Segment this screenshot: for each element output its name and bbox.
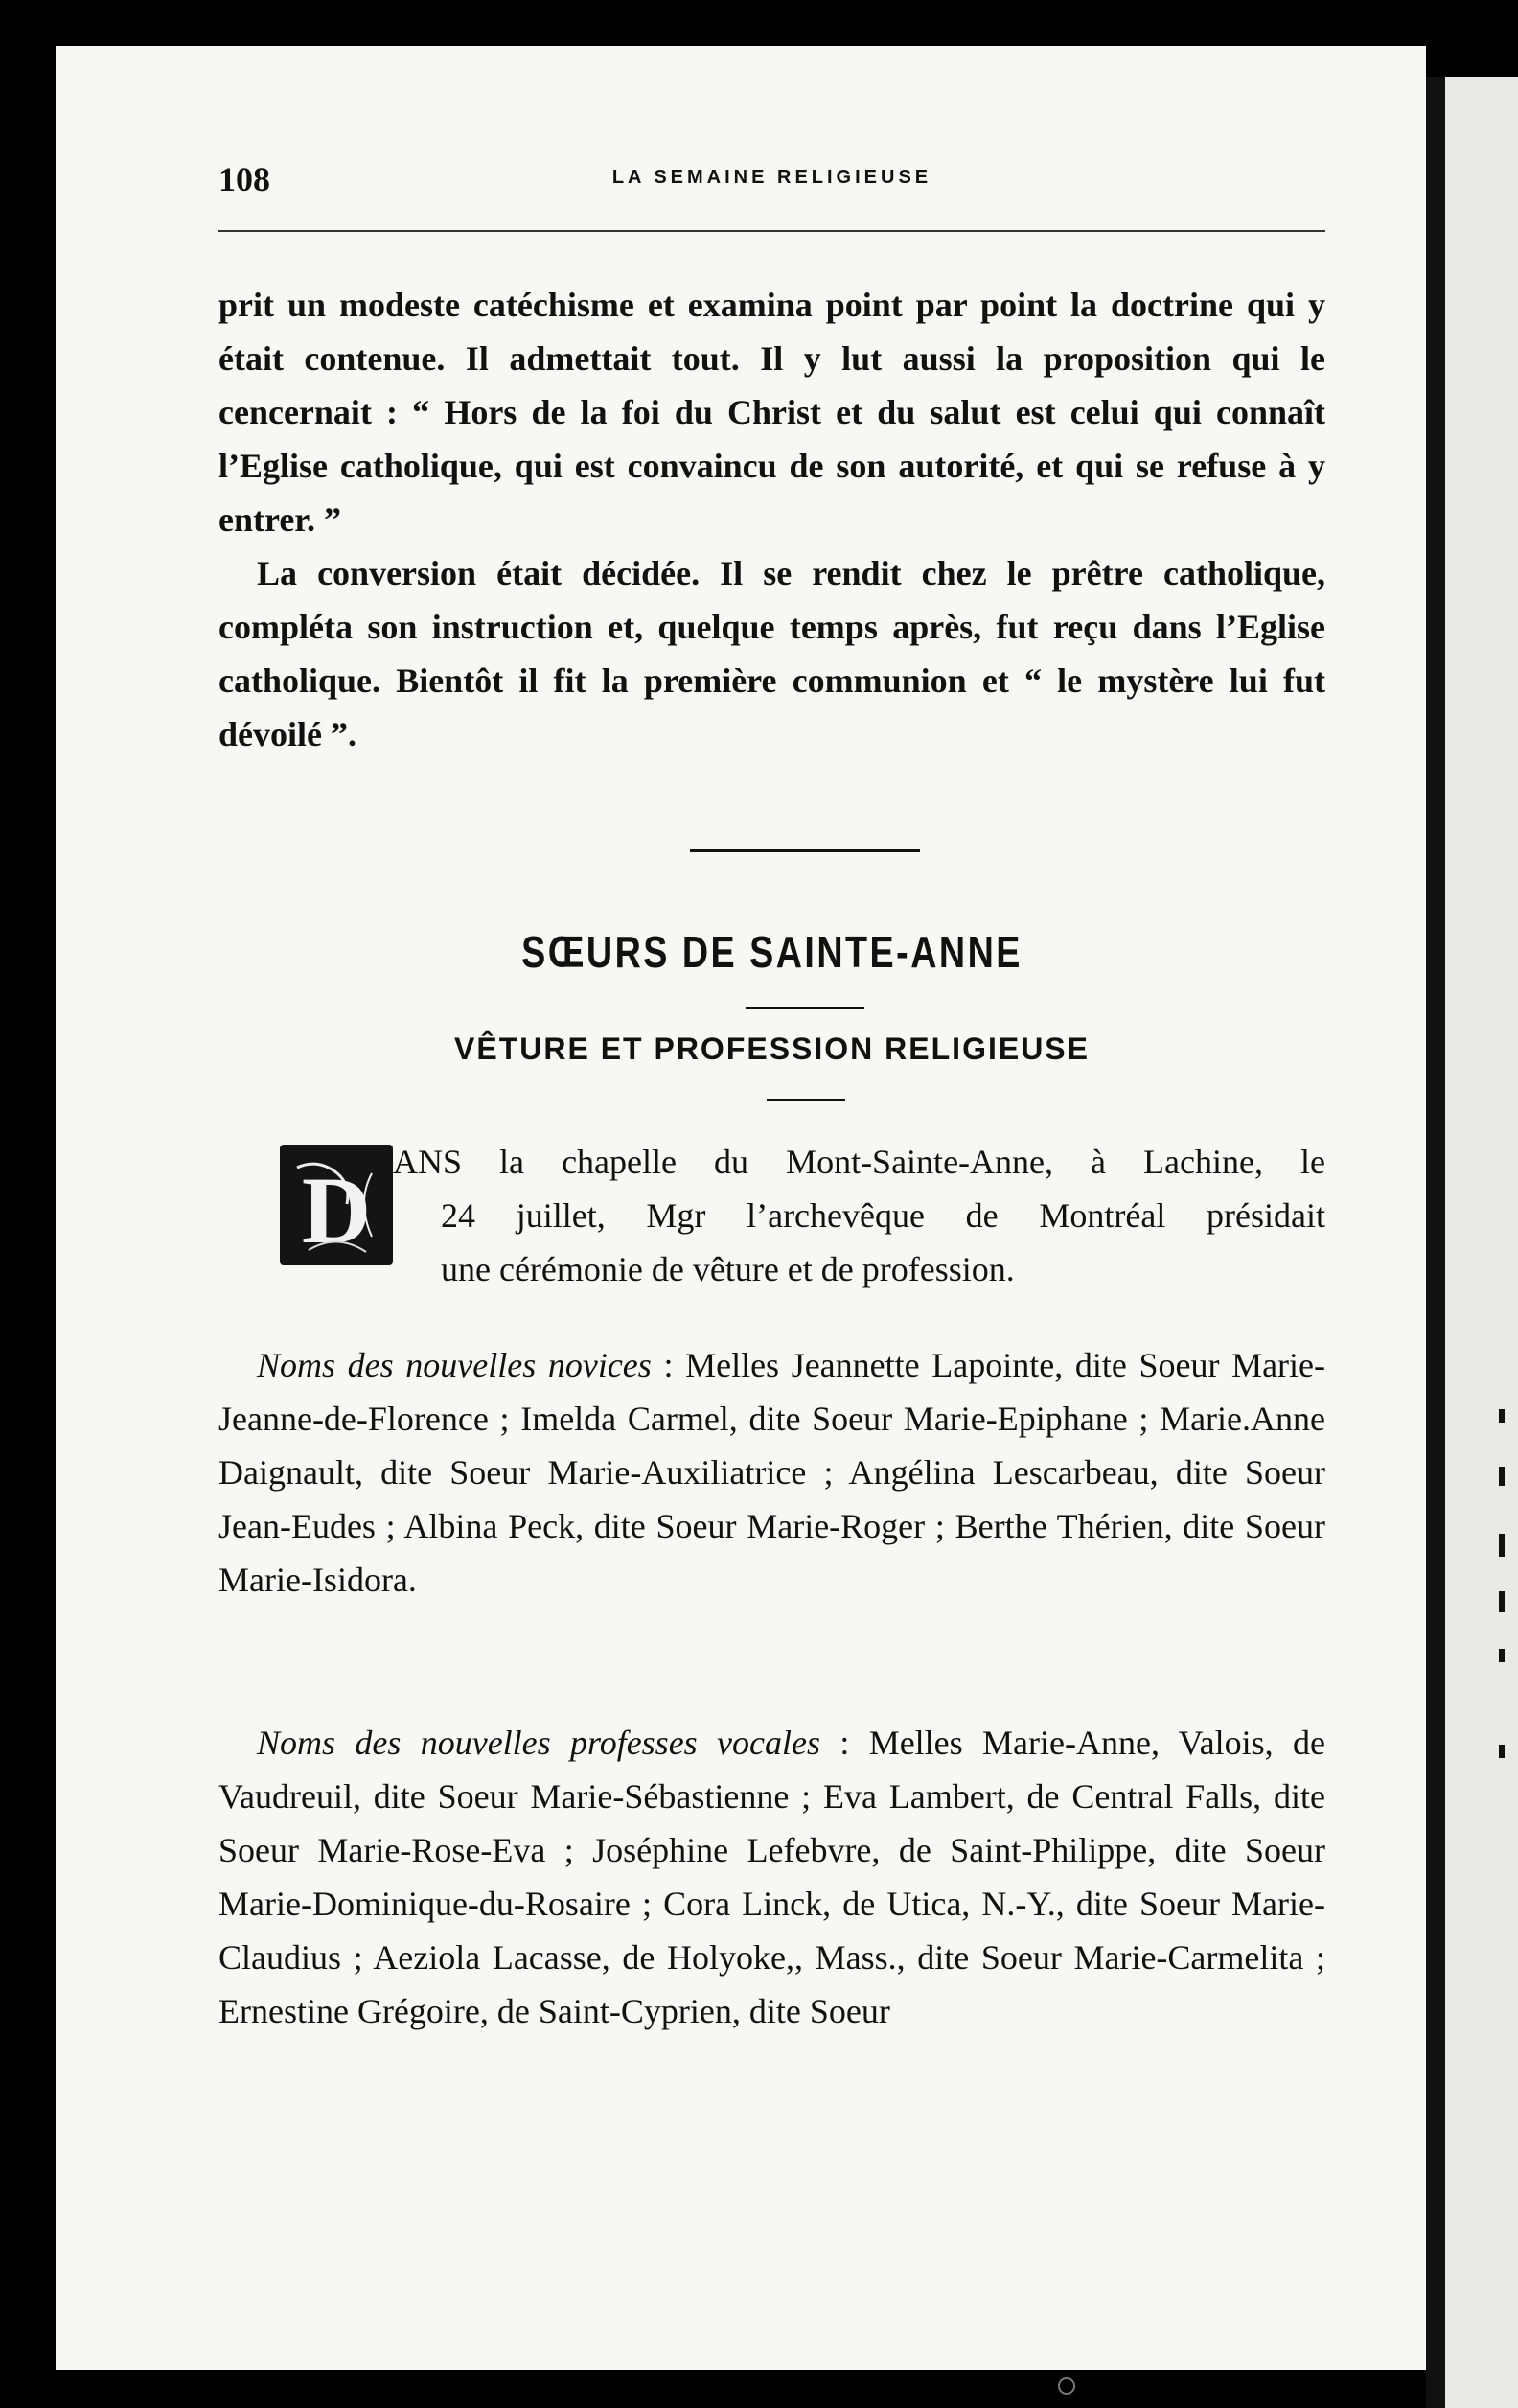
continued-text-block bbox=[218, 278, 1325, 761]
novices-paragraph bbox=[218, 1338, 1325, 1607]
adjacent-page-edge bbox=[1426, 77, 1518, 2408]
section-subtitle: VÊTURE ET PROFESSION RELIGIEUSE bbox=[454, 1031, 1090, 1066]
dropcap-letter: D bbox=[301, 1157, 372, 1263]
novices-names: : Melles Jeannette Lapointe, dite Soeur Marie-Jeanne-de-Florence ; Imelda Carmel, dite Soeur Marie-Epiphane ; Marie.Anne Daignault, dite Soeur Marie-Auxiliatrice ; Angélina Lescarbeau, dite Soeur Jean-Eudes ; Albina Peck, dite Soeur Marie-Roger ; Berthe Thérien, dite Soeur Marie-Isidora. bbox=[218, 1346, 1326, 1599]
header-rule bbox=[218, 230, 1325, 232]
edge-mark bbox=[1499, 1534, 1505, 1557]
edge-mark bbox=[1499, 1467, 1505, 1486]
subtitle-rule bbox=[767, 1099, 845, 1101]
section-title: SŒURS DE SAINTE-ANNE bbox=[521, 927, 1023, 977]
professes-paragraph bbox=[218, 1716, 1325, 2038]
dropcap-line: ANS la chapelle du Mont-Sainte-Anne, à Lachine, le bbox=[393, 1143, 1325, 1181]
running-title: LA SEMAINE RELIGIEUSE bbox=[611, 167, 932, 188]
edge-mark bbox=[1499, 1649, 1505, 1662]
dropcap-line: une cérémonie de vêture et de profession. bbox=[441, 1250, 1015, 1288]
section-separator-rule bbox=[690, 849, 920, 852]
paragraph: prit un modeste catéchisme et examina point par point la doctrine qui y était contenue. Il admettait tout. Il y lut aussi la proposition qui le cencernait : “ Hors de la foi du Christ et du salut est celui qui connaît l’Eglise catholique, qui est convaincu de son autorité, et qui se refuse à y entrer. ” bbox=[218, 286, 1325, 539]
page-number: 108 bbox=[218, 160, 270, 198]
paragraph: La conversion était décidée. Il se rendit chez le prêtre catholique, compléta son instruction et, quelque temps après, fut reçu dans l’Eglise catholique. Bientôt il fit la première communion et “ le mystère lui fut dévoilé ”. bbox=[218, 554, 1325, 753]
dropcap-line: 24 juillet, Mgr l’archevêque de Montréal présidait bbox=[441, 1196, 1325, 1235]
professes-names: : Melles Marie-Anne, Valois, de Vaudreuil, dite Soeur Marie-Sébastienne ; Eva Lambert, de Central Falls, dite Soeur Marie-Rose-Eva ; Joséphine Lefebvre, de Saint-Philippe, dite Soeur Marie-Dominique-du-Rosaire ; Cora Linck, de Utica, N.-Y., dite Soeur Marie-Claudius ; Aeziola Lacasse, de Holyoke,, Mass., dite Soeur Marie-Carmelita ; Ernestine Grégoire, de Saint-Cyprien, dite Soeur bbox=[218, 1724, 1325, 2030]
page-blemish bbox=[1058, 2377, 1075, 2395]
page-header bbox=[218, 159, 1325, 197]
edge-mark bbox=[1499, 1745, 1505, 1758]
ornamental-initial-icon bbox=[280, 1145, 393, 1265]
edge-mark bbox=[1499, 1591, 1505, 1612]
professes-label: Noms des nouvelles professes vocales bbox=[257, 1724, 820, 1762]
title-rule bbox=[746, 1007, 864, 1009]
page-gutter-shadow bbox=[1426, 77, 1445, 2408]
edge-mark bbox=[1499, 1409, 1505, 1423]
novices-label: Noms des nouvelles novices bbox=[257, 1346, 652, 1384]
